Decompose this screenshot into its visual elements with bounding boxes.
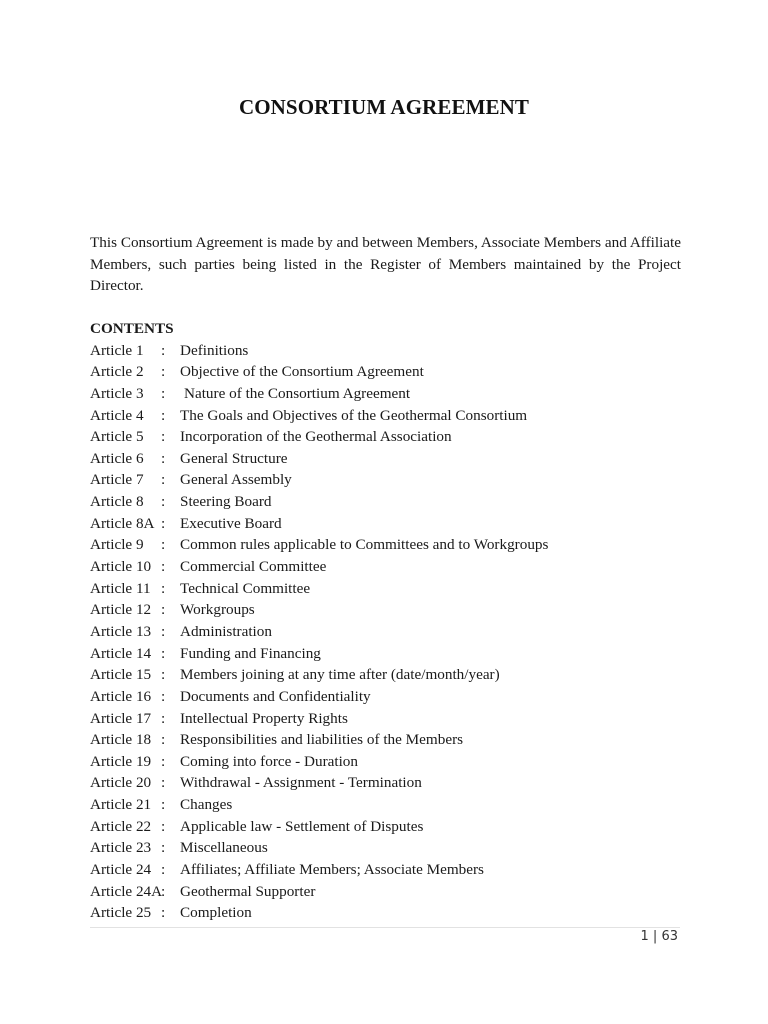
toc-article-title: The Goals and Objectives of the Geothermal Consortium (180, 406, 528, 424)
toc-separator: : (161, 666, 166, 684)
toc-separator: : (161, 904, 166, 922)
toc-article-label: Article 13 (90, 622, 152, 640)
toc-article-title: Documents and Confidentiality (180, 687, 371, 705)
toc-entry (90, 751, 690, 773)
toc-article-title: Geothermal Supporter (180, 882, 316, 900)
toc-entry (90, 426, 690, 448)
toc-article-title: Intellectual Property Rights (180, 709, 348, 727)
toc-article-label: Article 19 (90, 752, 152, 770)
toc-entry (90, 383, 690, 405)
toc-entry (90, 881, 690, 903)
toc-article-title: Responsibilities and liabilities of the Members (180, 731, 464, 749)
toc-article-title: Commercial Committee (180, 558, 327, 576)
toc-article-title: Objective of the Consortium Agreement (180, 363, 424, 381)
toc-entry (90, 361, 690, 383)
toc-entry (90, 578, 690, 600)
toc-separator: : (161, 644, 166, 662)
toc-separator: : (161, 796, 166, 814)
toc-separator: : (161, 384, 166, 402)
toc-entry (90, 643, 690, 665)
toc-article-label: Article 4 (90, 406, 144, 424)
footer-divider (90, 927, 680, 928)
toc-entry (90, 340, 690, 362)
toc-article-label: Article 16 (90, 687, 152, 705)
toc-article-title: Affiliates; Affiliate Members; Associate Members (180, 861, 484, 879)
toc-entry (90, 816, 690, 838)
toc-article-label: Article 24A (90, 882, 163, 900)
toc-article-title: Applicable law - Settlement of Disputes (180, 817, 424, 835)
toc-separator: : (161, 839, 166, 857)
toc-article-title: General Structure (180, 449, 288, 467)
toc-article-label: Article 11 (90, 579, 151, 597)
toc-article-label: Article 25 (90, 904, 152, 922)
toc-separator: : (161, 449, 166, 467)
toc-entry (90, 491, 690, 513)
toc-entry (90, 469, 690, 491)
toc-entry (90, 513, 690, 535)
toc-entry (90, 794, 690, 816)
toc-article-label: Article 20 (90, 774, 152, 792)
toc-article-title: Completion (180, 904, 252, 922)
toc-article-title: Technical Committee (180, 579, 311, 597)
toc-entry (90, 556, 690, 578)
toc-entry (90, 686, 690, 708)
toc-entry (90, 772, 690, 794)
toc-article-label: Article 23 (90, 839, 152, 857)
toc-article-title: Common rules applicable to Committees and to Workgroups (180, 536, 549, 554)
toc-separator: : (161, 861, 166, 879)
toc-article-title: Members joining at any time after (date/month/year) (180, 666, 500, 684)
toc-separator: : (161, 752, 166, 770)
toc-separator: : (161, 622, 166, 640)
toc-article-title: Withdrawal - Assignment - Termination (180, 774, 422, 792)
toc-article-label: Article 9 (90, 536, 144, 554)
toc-article-title: Workgroups (180, 601, 255, 619)
toc-entry (90, 621, 690, 643)
toc-article-label: Article 1 (90, 341, 144, 359)
toc-entry (90, 859, 690, 881)
toc-separator: : (161, 774, 166, 792)
toc-article-label: Article 10 (90, 558, 152, 576)
toc-article-title: Administration (180, 622, 272, 640)
intro-paragraph: This Consortium Agreement is made by and between Members, Associate Members and Affiliate Members, such parties being listed in the Register of Members maintained by the Project Director. (90, 234, 681, 295)
toc-entry (90, 534, 690, 556)
toc-article-label: Article 8 (90, 493, 144, 511)
toc-article-title: Executive Board (180, 514, 282, 532)
toc-entry (90, 902, 690, 924)
toc-separator: : (161, 687, 166, 705)
toc-article-label: Article 18 (90, 731, 152, 749)
toc-separator: : (161, 817, 166, 835)
toc-article-title: Nature of the Consortium Agreement (184, 384, 411, 402)
toc-article-title: Definitions (180, 341, 249, 359)
toc-separator: : (161, 428, 166, 446)
toc-entry (90, 405, 690, 427)
toc-entry (90, 837, 690, 859)
toc-article-label: Article 3 (90, 384, 144, 402)
toc-article-label: Article 7 (90, 471, 144, 489)
table-of-contents (90, 318, 690, 924)
toc-article-title: General Assembly (180, 471, 292, 489)
toc-entry (90, 599, 690, 621)
page-number: 1 | 63 (640, 929, 678, 944)
toc-separator: : (161, 536, 166, 554)
toc-separator: : (161, 709, 166, 727)
toc-separator: : (161, 579, 166, 597)
toc-article-title: Funding and Financing (180, 644, 321, 662)
toc-separator: : (161, 363, 166, 381)
toc-article-label: Article 5 (90, 428, 144, 446)
toc-separator: : (161, 514, 166, 532)
contents-heading: CONTENTS (90, 320, 174, 337)
toc-article-title: Miscellaneous (180, 839, 268, 857)
document-title: CONSORTIUM AGREEMENT (238, 95, 530, 119)
toc-entry (90, 729, 690, 751)
toc-article-title: Steering Board (180, 493, 272, 511)
toc-separator: : (161, 601, 166, 619)
toc-article-label: Article 17 (90, 709, 152, 727)
toc-separator: : (161, 731, 166, 749)
toc-article-label: Article 21 (90, 796, 152, 814)
toc-article-label: Article 12 (90, 601, 152, 619)
toc-entry (90, 448, 690, 470)
toc-article-label: Article 15 (90, 666, 152, 684)
toc-article-label: Article 14 (90, 644, 152, 662)
toc-separator: : (161, 341, 166, 359)
toc-article-label: Article 6 (90, 449, 144, 467)
toc-article-title: Incorporation of the Geothermal Association (180, 428, 452, 446)
toc-entry (90, 708, 690, 730)
toc-separator: : (161, 406, 166, 424)
toc-separator: : (161, 471, 166, 489)
toc-article-label: Article 24 (90, 861, 152, 879)
toc-separator: : (161, 558, 166, 576)
toc-article-title: Changes (180, 796, 233, 814)
toc-article-label: Article 22 (90, 817, 152, 835)
toc-article-label: Article 8A (90, 514, 155, 532)
toc-entry (90, 664, 690, 686)
toc-separator: : (161, 493, 166, 511)
toc-article-label: Article 2 (90, 363, 144, 381)
toc-article-title: Coming into force - Duration (180, 752, 358, 770)
toc-separator: : (161, 882, 166, 900)
